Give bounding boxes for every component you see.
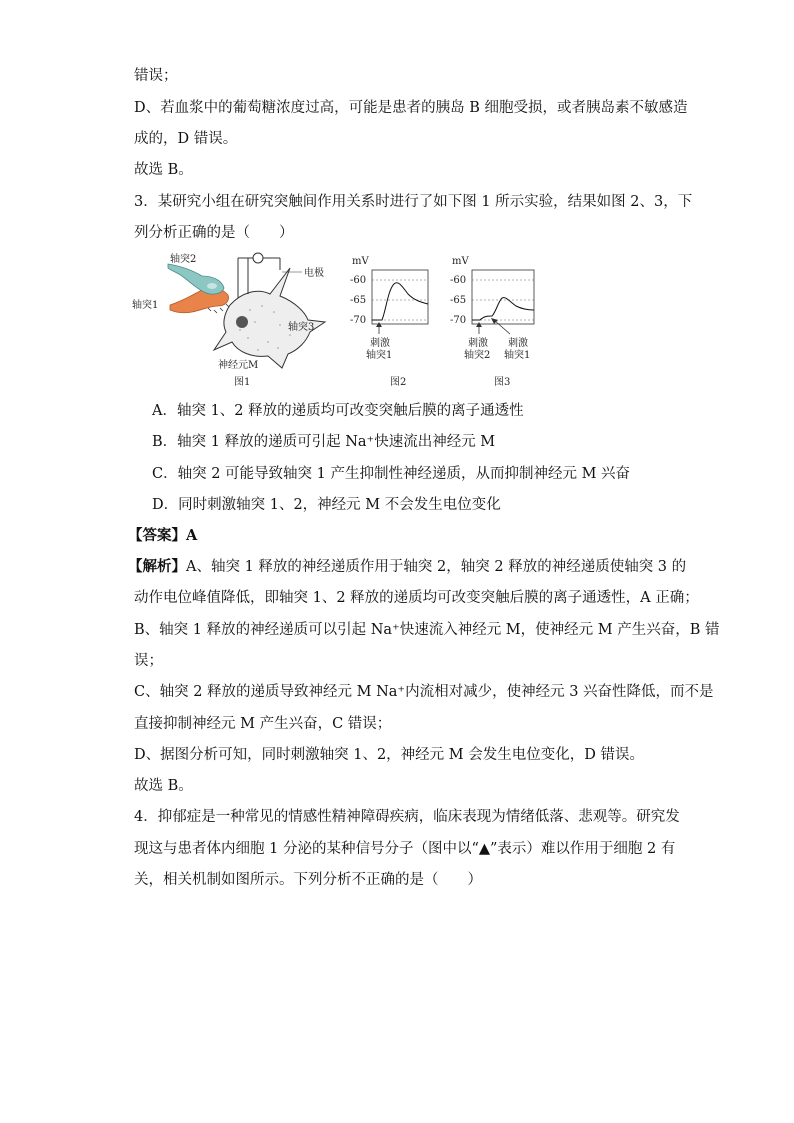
neuron-m-body xyxy=(214,268,325,368)
label-neuron-m: 神经元M xyxy=(218,360,259,371)
text-line: D、若血浆中的葡萄糖浓度过高，可能是患者的胰岛 B 细胞受损，或者胰岛素不敏感造 xyxy=(134,100,688,116)
label-axon-3: 轴突3 xyxy=(288,322,315,333)
question-3-stem: 列分析正确的是（ ） xyxy=(134,225,294,241)
fig3-stim-label-b: 刺激 xyxy=(508,338,528,349)
fig3-stim-arrow-b xyxy=(494,320,510,334)
question-4-stem: 4．抑郁症是一种常见的情感性精神障碍疾病，临床表现为情绪低落、悲观等。研究发 xyxy=(134,809,680,825)
fig2-tick: -65 xyxy=(350,295,367,306)
question-3-stem: 3．某研究小组在研究突触间作用关系时进行了如下图 1 所示实验，结果如图 2、3，下 xyxy=(134,194,693,210)
analysis-line: C、轴突 2 释放的递质导致神经元 M Na⁺内流相对减少，使神经元 3 兴奋性降低，而不是 xyxy=(134,684,714,700)
figure-2-potential-plot xyxy=(350,256,428,388)
text-line: 错误； xyxy=(134,68,178,84)
option-d: D．同时刺激轴突 1、2，神经元 M 不会发生电位变化 xyxy=(152,497,501,513)
option-b: B．轴突 1 释放的递质可引起 Na⁺快速流出神经元 M xyxy=(152,434,496,450)
fig3-frame xyxy=(472,270,534,324)
analysis-line: 误； xyxy=(134,653,163,669)
analysis-line: 直接抑制神经元 M 产生兴奋，C 错误； xyxy=(134,716,392,732)
label-axon-1: 轴突1 xyxy=(132,300,159,311)
analysis-text: A、轴突 1 释放的神经递质作用于轴突 2，轴突 2 释放的神经递质使轴突 3 的 xyxy=(186,559,687,575)
nucleus xyxy=(236,316,248,328)
fig3-tick: -70 xyxy=(450,315,467,326)
caption-fig-3: 图3 xyxy=(494,377,511,388)
answer: 【答案】A xyxy=(128,527,198,544)
fig2-tick: -60 xyxy=(350,275,367,286)
electrode-meter xyxy=(253,253,263,263)
text-line: 成的，D 错误。 xyxy=(134,131,238,147)
fig3-stim-label-b: 轴突1 xyxy=(504,350,531,361)
analysis-label: 【解析】 xyxy=(128,558,186,575)
axon-2 xyxy=(168,264,224,294)
analysis-line: B、轴突 1 释放的神经递质可以引起 Na⁺快速流入神经元 M，使神经元 M 产生兴奋，B 错 xyxy=(134,622,720,638)
caption-fig-1: 图1 xyxy=(234,377,251,388)
analysis-line: D、据图分析可知，同时刺激轴突 1、2，神经元 M 会发生电位变化，D 错误。 xyxy=(134,747,644,763)
fig3-trace xyxy=(472,298,534,320)
fig2-stim-label: 轴突1 xyxy=(366,350,393,361)
text-line: 故选 B。 xyxy=(134,162,193,178)
analysis-line: 动作电位峰值降低，即轴突 1、2 释放的递质均可改变突触后膜的离子通透性，A 正确； xyxy=(134,590,699,606)
question-4-stem: 关，相关机制如图所示。下列分析不正确的是（ ） xyxy=(134,872,482,888)
fig2-unit: mV xyxy=(352,256,369,267)
fig3-tick: -60 xyxy=(450,275,467,286)
label-axon-2: 轴突2 xyxy=(170,254,197,265)
fig3-stim-label-a: 刺激 xyxy=(468,338,488,349)
option-a: A．轴突 1、2 释放的递质均可改变突触后膜的离子通透性 xyxy=(152,403,524,419)
caption-fig-2: 图2 xyxy=(390,377,407,388)
figure-1-neuron-diagram xyxy=(132,252,325,388)
label-electrode: 电极 xyxy=(304,268,324,279)
fig2-trace xyxy=(372,283,428,320)
fig3-stim-label-a: 轴突2 xyxy=(464,350,491,361)
fig3-tick: -65 xyxy=(450,295,467,306)
option-c: C．轴突 2 可能导致轴突 1 产生抑制性神经递质，从而抑制神经元 M 兴奋 xyxy=(152,466,631,482)
fig2-frame xyxy=(372,270,428,324)
analysis-line: 故选 B。 xyxy=(134,778,193,794)
figure-3-potential-plot xyxy=(450,256,534,388)
fig2-tick: -70 xyxy=(350,315,367,326)
fig2-stim-label: 刺激 xyxy=(370,338,390,349)
figure-synapse-experiment xyxy=(130,250,550,395)
fig3-unit: mV xyxy=(452,256,469,267)
analysis-line xyxy=(128,557,686,577)
question-4-stem: 现这与患者体内细胞 1 分泌的某种信号分子（图中以“▲”表示）难以作用于细胞 2 有 xyxy=(134,841,676,857)
